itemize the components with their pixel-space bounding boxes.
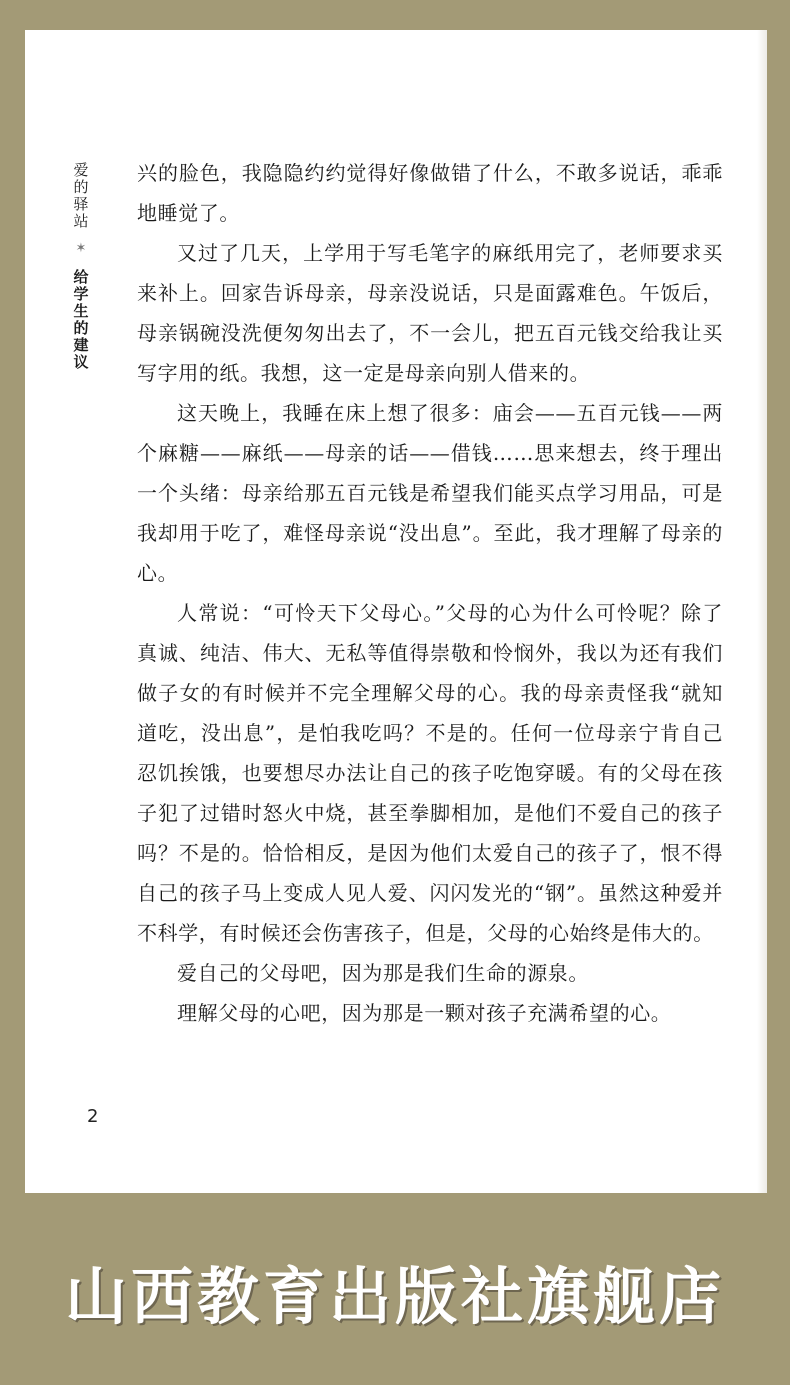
article-body — [137, 153, 723, 1033]
running-header-book-title: 爱的驿站 — [73, 161, 89, 230]
store-brand-banner: 山西教育出版社旗舰店 — [64, 1260, 725, 1333]
paragraph: 这天晚上，我睡在床上想了很多：庙会——五百元钱——两个麻糖——麻纸——母亲的话——借钱……思来想去，终于理出一个头绪：母亲给那五百元钱是希望我们能买点学习用品，可是我却用于吃了，难怪母亲说“没出息”。至此，我才理解了母亲的心。 — [137, 401, 723, 585]
paragraph: 理解父母的心吧，因为那是一颗对孩子充满希望的心。 — [177, 1001, 672, 1025]
page-edge — [757, 30, 767, 1193]
star-ornament-icon: ✶ — [75, 241, 87, 256]
running-header-chapter-title: 给学生的建议 — [73, 268, 89, 371]
page-number: 2 — [87, 1106, 99, 1127]
paragraph: 爱自己的父母吧，因为那是我们生命的源泉。 — [177, 961, 589, 985]
paragraph: 兴的脸色，我隐隐约约觉得好像做错了什么，不敢多说话，乖乖地睡觉了。 — [137, 161, 723, 225]
paragraph: 又过了几天，上学用于写毛笔字的麻纸用完了，老师要求买来补上。回家告诉母亲，母亲没说话，只是面露难色。午饭后，母亲锅碗没洗便匆匆出去了，不一会儿，把五百元钱交给我让买写字用的纸。我想，这一定是母亲向别人借来的。 — [137, 241, 723, 385]
running-header — [70, 162, 92, 371]
paragraph: 人常说：“可怜天下父母心。”父母的心为什么可怜呢？除了真诚、纯洁、伟大、无私等值得崇敬和怜悯外，我以为还有我们做子女的有时候并不完全理解父母的心。我的母亲责怪我“就知道吃，没出息”，是怕我吃吗？不是的。任何一位母亲宁肯自己忍饥挨饿，也要想尽办法让自己的孩子吃饱穿暖。有的父母在孩子犯了过错时怒火中烧，甚至拳脚相加，是他们不爱自己的孩子吗？不是的。恰恰相反，是因为他们太爱自己的孩子了，恨不得自己的孩子马上变成人见人爱、闪闪发光的“钢”。虽然这种爱并不科学，有时候还会伤害孩子，但是，父母的心始终是伟大的。 — [137, 601, 723, 945]
